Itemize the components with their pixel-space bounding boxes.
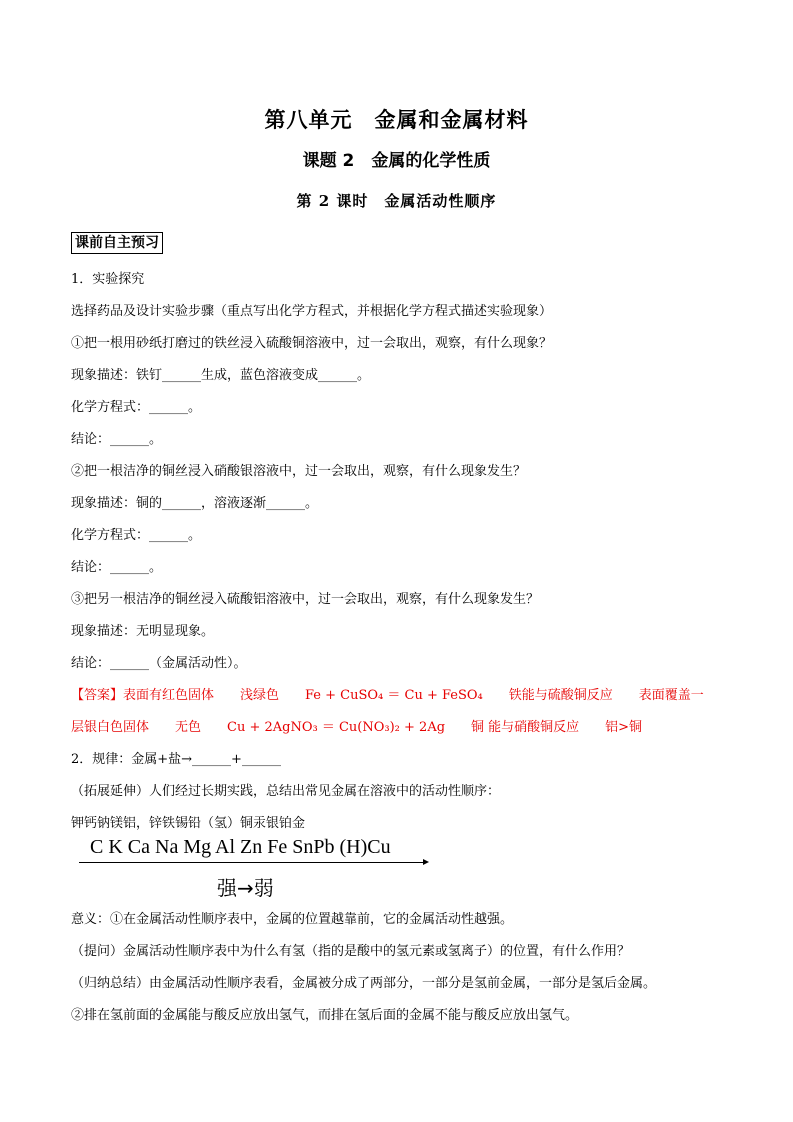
section-label: 课前自主预习 [71,232,163,254]
unit-title: 第八单元 金属和金属材料 [264,108,529,132]
strength-direction: 强→弱 [217,876,274,900]
summary-text: （归纳总结）由金属活动性顺序表看，金属被分成了两部分，一部分是氢前金属，一部分是氢后金属。 [71,976,657,991]
experiment-1-equation: 化学方程式：______。 [71,400,202,415]
experiment-2-observation: 现象描述：铜的______，溶液逐渐______。 [71,496,319,511]
experiment-1-question: ①把一根用砂纸打磨过的铁丝浸入硫酸铜溶液中，过一会取出，观察，有什么现象？ [71,336,553,351]
question-text: （提问）金属活动性顺序表中为什么有氢（指的是酸中的氢元素或氢离子）的位置，有什么作用？ [71,944,631,959]
instruction-text: 选择药品及设计实验步骤（重点写出化学方程式，并根据化学方程式描述实验现象） [71,304,553,319]
experiment-1-conclusion: 结论：______。 [71,432,163,447]
answer-line-2: 层银白色固体 无色 Cu + 2AgNO₃ ＝ Cu(NO₃)₂ + 2Ag 铜 能与硝酸铜反应 铝>铜 [71,720,643,735]
experiment-2-equation: 化学方程式：______。 [71,528,202,543]
experiment-3-conclusion: 结论：______（金属活动性）。 [71,656,247,671]
mnemonic-text: 钾钙钠镁铝，锌铁锡铅（氢）铜汞银铂金 [71,816,306,831]
topic-title: 课题 2 金属的化学性质 [302,151,491,171]
extension-text: （拓展延伸）人们经过长期实践，总结出常见金属在溶液中的活动性顺序： [71,784,501,799]
lesson-title: 第 2 课时 金属活动性顺序 [296,192,497,210]
experiment-1-observation: 现象描述：铁钉______生成，蓝色溶液变成______。 [71,368,371,383]
experiment-2-conclusion: 结论：______。 [71,560,163,575]
experiment-3-question: ③把另一根洁净的铜丝浸入硫酸铝溶液中，过一会取出，观察，有什么现象发生？ [71,592,540,607]
activity-series: C K Ca Na Mg Al Zn Fe SnPb (H)Cu [90,836,391,858]
rule-text: 2．规律：金属+盐→______+______ [71,752,281,767]
series-arrow-line [79,862,425,863]
experiment-3-observation: 现象描述：无明显现象。 [71,624,215,639]
item-heading: 1．实验探究 [71,272,145,287]
arrow-right-icon [423,859,429,865]
meaning-text: 意义：①在金属活动性顺序表中，金属的位置越靠前，它的金属活动性越强。 [71,912,514,927]
experiment-2-question: ②把一根洁净的铜丝浸入硝酸银溶液中，过一会取出，观察，有什么现象发生？ [71,464,527,479]
rule-hydrogen-text: ②排在氢前面的金属能与酸反应放出氢气，而排在氢后面的金属不能与酸反应放出氢气。 [71,1008,579,1023]
answer-line-1: 【答案】表面有红色固体 浅绿色 Fe + CuSO₄ ＝ Cu + FeSO₄ 铁能与硫酸铜反应 表面覆盖一 [71,688,704,703]
